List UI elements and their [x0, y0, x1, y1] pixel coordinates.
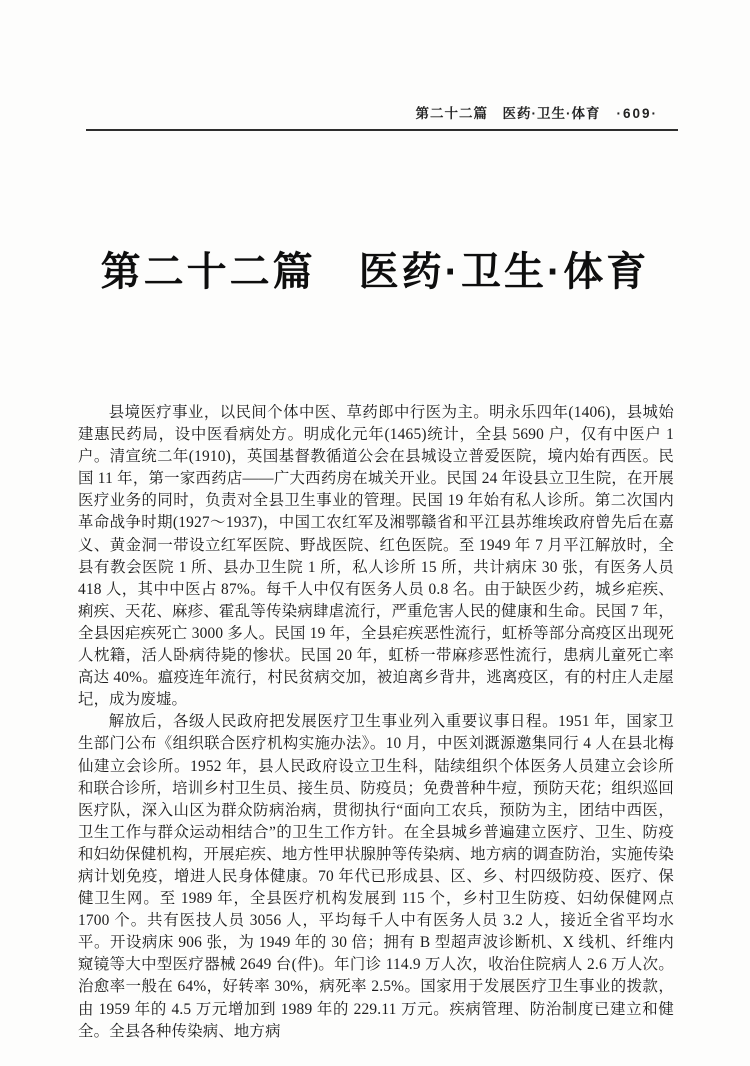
- running-header-chapter: 第二十二篇 医药·卫生·体育: [415, 106, 601, 121]
- paragraph-history: 县境医疗事业，以民间个体中医、草药郎中行医为主。明永乐四年(1406)，县城始建惠民药局，设中医看病处方。明成化元年(1465)统计，全县 5690 户，仅有中医户 1 户。清宣统二年(1910)，英国基督教循道公会在县城设立普爱医院，境内始有西医。民国 11 年，第一家西药店——广大西药房在城关开业。民国 24 年设县立卫生院，在开展医疗业务的同时，负责对全县卫生事业的管理。民国 19 年始有私人诊所。第二次国内革命战争时期(1927～1937)，中国工农红军及湘鄂赣省和平江县苏维埃政府曾先后在嘉义、黄金洞一带设立红军医院、野战医院、红色医院。至 1949 年 7 月平江解放时，全县有教会医院 1 所、县办卫生院 1 所，私人诊所 15 所，共计病床 30 张，有医务人员 418 人，其中中医占 87%。每千人中仅有医务人员 0.8 名。由于缺医少药，城乡疟疾、痢疾、天花、麻疹、霍乱等传染病肆虐流行，严重危害人民的健康和生命。民国 7 年，全县因疟疾死亡 3000 多人。民国 19 年，全县疟疾恶性流行，虹桥等部分高疫区出现死人枕籍，活人卧病待毙的惨状。民国 20 年，虹桥一带麻疹恶性流行，患病儿童死亡率高达 40%。瘟疫连年流行，村民贫病交加，被迫离乡背井，逃离疫区，有的村庄人走屋圮，成为废墟。: [78, 404, 674, 709]
- body-text: [78, 402, 674, 1043]
- page-number: ·609·: [616, 106, 658, 121]
- header-rule: [86, 129, 678, 131]
- chapter-title: 第二十二篇 医药·卫生·体育: [100, 250, 650, 294]
- paragraph-post-liberation: 解放后，各级人民政府把发展医疗卫生事业列入重要议事日程。1951 年，国家卫生部门公布《组织联合医疗机构实施办法》。10 月，中医刘溉源邀集同行 4 人在县北梅仙建立会诊所。1952 年，县人民政府设立卫生科，陆续组织个体医务人员建立会诊所和联合诊所，培训乡村卫生员、接生员、防疫员；免费普种牛痘，预防天花；组织巡回医疗队，深入山区为群众防病治病，贯彻执行“面向工农兵，预防为主，团结中西医，卫生工作与群众运动相结合”的卫生工作方针。在全县城乡普遍建立医疗、卫生、防疫和妇幼保健机构，开展疟疾、地方性甲状腺肿等传染病、地方病的调查防治，实施传染病计划免疫，增进人民身体健康。70 年代已形成县、区、乡、村四级防疫、医疗、保健卫生网。至 1989 年，全县医疗机构发展到 115 个，乡村卫生防疫、妇幼保健网点 1700 个。共有医技人员 3056 人，平均每千人中有医务人员 3.2 人，接近全省平均水平。开设病床 906 张，为 1949 年的 30 倍；拥有 B 型超声波诊断机、X 线机、纤维内窥镜等大中型医疗器械 2649 台(件)。年门诊 114.9 万人次，收治住院病人 2.6 万人次。治愈率一般在 64%，好转率 30%，病死率 2.5%。国家用于发展医疗卫生事业的拨款，由 1959 年的 4.5 万元增加到 1989 年的 229.11 万元。疾病管理、防治制度已建立和健全。全县各种传染病、地方病: [78, 713, 674, 1040]
- running-header: [86, 102, 658, 122]
